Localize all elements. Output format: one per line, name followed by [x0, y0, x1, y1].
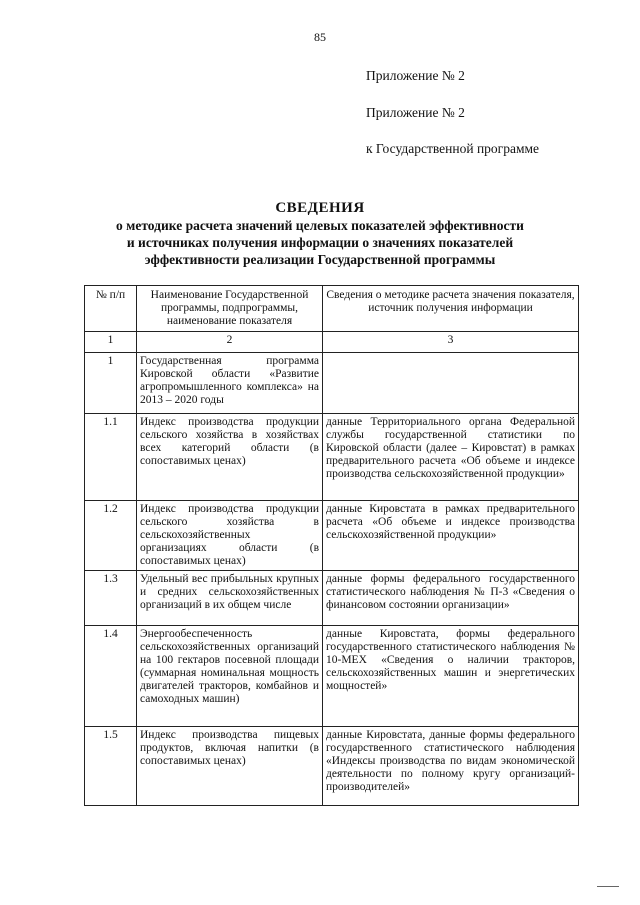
- heading-line-2: и источниках получения информации о значениях показателей: [126, 235, 514, 250]
- row-name: Индекс производства продукции сельского хозяйства в хозяйствах всех категорий области (в сопоставимых ценах): [137, 414, 323, 501]
- row-number: 1.2: [85, 501, 137, 571]
- table-row: [85, 727, 579, 806]
- index-cell-3: 3: [323, 332, 579, 353]
- row-name: Энергообеспеченность сельскохозяйственных организаций на 100 гектаров посевной площади (суммарная номинальная мощность двигателей тракторов, комбайнов и самоходных машин): [137, 626, 323, 727]
- index-cell-2: 2: [137, 332, 323, 353]
- index-cell-1: 1: [85, 332, 137, 353]
- indicators-table: [84, 285, 579, 806]
- table-index-row: [85, 332, 579, 353]
- page-number: 85: [314, 30, 326, 44]
- row-name: Индекс производства пищевых продуктов, включая напитки (в сопоставимых ценах): [137, 727, 323, 806]
- row-number: 1.1: [85, 414, 137, 501]
- row-name: Индекс производства продукции сельского хозяйства в сельскохозяйственных организациях области (в сопоставимых ценах): [137, 501, 323, 571]
- appendix-line-2: Приложение № 2: [366, 105, 465, 120]
- appendix-line-3: к Государственной программе: [366, 141, 540, 156]
- row-info: [323, 353, 579, 414]
- header-info: Сведения о методике расчета значения показателя, источник получения информации: [323, 286, 579, 332]
- table-row: [85, 501, 579, 571]
- row-name: Государственная программа Кировской области «Развитие агропромышленного комплекса» на 2013 – 2020 годы: [137, 353, 323, 414]
- heading-line-3: эффективности реализации Государственной программы: [144, 252, 496, 267]
- row-info: данные формы федерального государственного статистического наблюдения № П-3 «Сведения о финансовом состоянии организации»: [323, 571, 579, 626]
- row-info: данные Кировстата, формы федерального государственного статистического наблюдения № 10-МЕХ «Сведения о наличии тракторов, сельскохозяйственных машин и энергетических мощностей»: [323, 626, 579, 727]
- table-row: [85, 626, 579, 727]
- row-info: данные Кировстата в рамках предварительного расчета «Об объеме и индексе производства сельскохозяйственной продукции»: [323, 501, 579, 571]
- row-number: 1: [85, 353, 137, 414]
- table-row: [85, 571, 579, 626]
- table-row: [85, 353, 579, 414]
- header-number: № п/п: [85, 286, 137, 332]
- row-info: данные Территориального органа Федеральной службы государственной статистики по Кировской области (далее – Кировстат) в рамках предварительного расчета «Об объеме и индексе производства сельскохозяйственной продукции»: [323, 414, 579, 501]
- row-number: 1.4: [85, 626, 137, 727]
- table-row: [85, 414, 579, 501]
- header-name: Наименование Государственной программы, подпрограммы, наименование показателя: [137, 286, 323, 332]
- row-info: данные Кировстата, данные формы федерального государственного статистического наблюдения «Индексы производства по видам экономической деятельности по полному кругу организаций-производителей»: [323, 727, 579, 806]
- row-name: Удельный вес прибыльных крупных и средних сельскохозяйственных организаций в их общем числе: [137, 571, 323, 626]
- appendix-line-1: Приложение № 2: [366, 68, 465, 83]
- heading-line-1: о методике расчета значений целевых показателей эффективности: [116, 218, 524, 233]
- row-number: 1.5: [85, 727, 137, 806]
- row-number: 1.3: [85, 571, 137, 626]
- document-heading: [60, 200, 580, 268]
- heading-title: СВЕДЕНИЯ: [275, 200, 365, 216]
- footer-mark: [597, 886, 619, 887]
- table-header-row: [85, 286, 579, 332]
